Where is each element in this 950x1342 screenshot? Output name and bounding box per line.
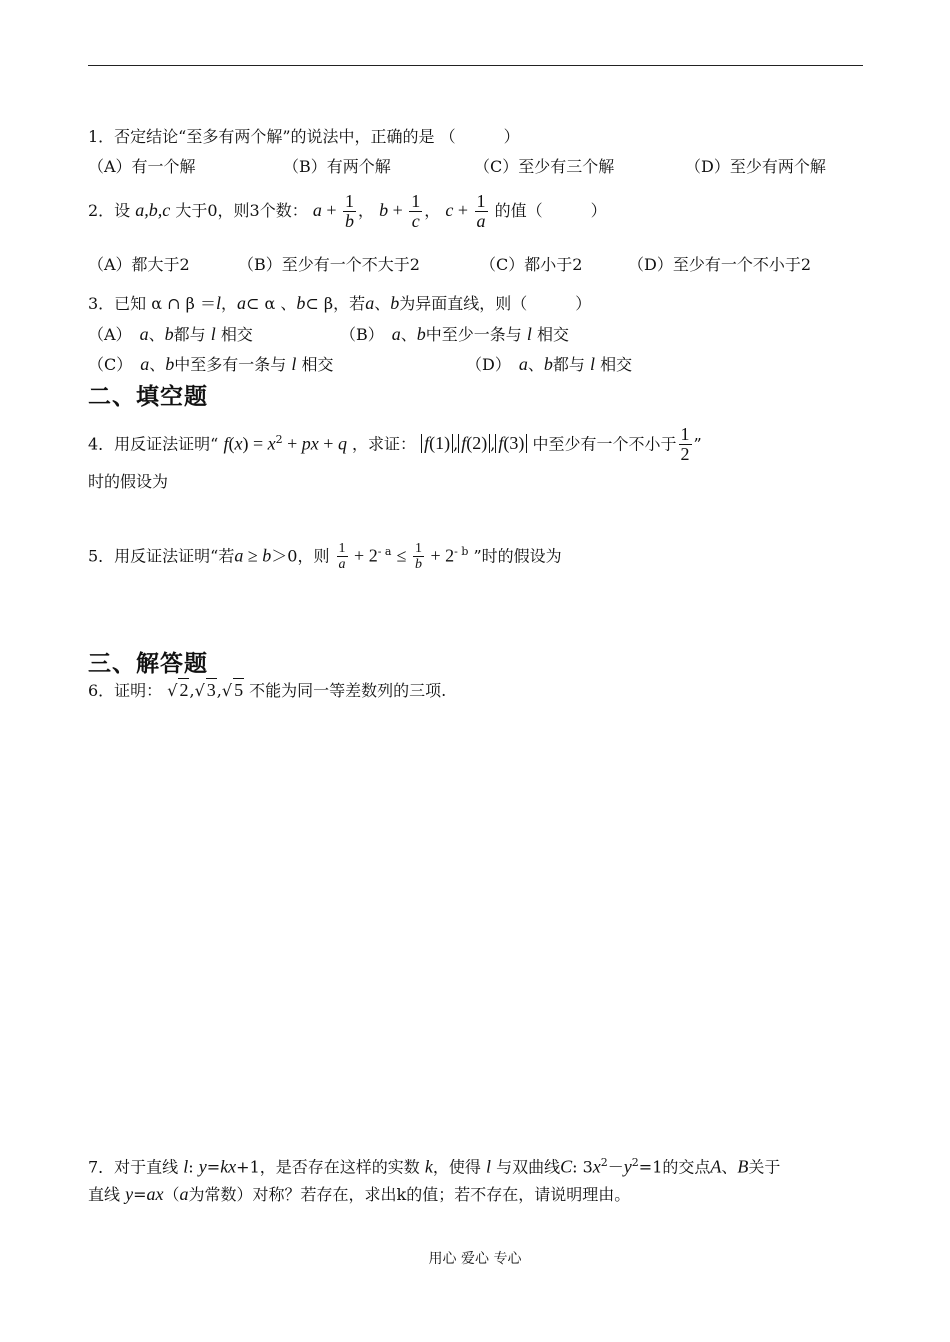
page-footer: 用心 爱心 专心 (428, 1251, 522, 1267)
question-4-stem: 4．用反证法证明“ $f(x) = x^2$ + px + q ，求证： f(1) , f(2) , f(3) 中至少有一个不小于 $\frac{1}{2}$ ” (88, 424, 702, 465)
header-rule (88, 65, 863, 66)
q3-option-a: （A） a、b都与 l 相交 (88, 324, 253, 344)
q1-option-c: （C）至少有三个解 (474, 157, 615, 176)
q2-option-d: （D）至少有一个不小于2 (628, 255, 812, 274)
fraction-one-half: $\frac{1}{2}$ (680, 424, 690, 465)
q1-option-a: （A）有一个解 (88, 157, 196, 176)
q2-option-b: （B）至少有一个不大于2 (238, 255, 420, 274)
section-heading-fill-in: 二、填空题 (88, 384, 208, 410)
question-6-stem: 6．证明： √ 2,√ 3,√ 5 不能为同一等差数列的三项. (88, 680, 447, 700)
q2-prefix: 2．设 (88, 201, 131, 220)
fraction-1-over-a: $\frac{1}{a}$ (476, 191, 486, 231)
question-5-stem: 5．用反证法证明“若a ≥ b＞0，则 $\frac{1}{a}$ + $2^{- a}$ ≤ $\frac{1}{b}$ + $2^{- b}$ ”时的假设为 (88, 541, 562, 573)
question-3-stem: 3．已知 α ∩ β ＝l，a⊂ α 、b⊂ β，若a、b为异面直线，则（ ） (88, 293, 592, 313)
q2-option-c: （C）都小于2 (480, 255, 583, 274)
q3-option-c: （C） a、b中至多有一条与 l 相交 (88, 354, 334, 374)
fraction-1-over-c: $\frac{1}{c}$ (411, 191, 421, 231)
question-2-stem: 2．设 a,b,c 大于0，则3个数： a + $\frac{1}{b}$ ， b + $\frac{1}{c}$ ， c + $\frac{1}{a}$ 的值（ ） (88, 191, 607, 231)
q2-mid: 大于0，则3个数： (175, 201, 308, 220)
fraction-1-over-a: $\frac{1}{a}$ (338, 541, 346, 573)
q1-option-d: （D）至少有两个解 (685, 157, 826, 176)
fraction-1-over-b: $\frac{1}{b}$ (414, 541, 422, 573)
q2-suffix: 的值（ ） (494, 201, 607, 220)
question-7-line2: 直线 y=ax（a为常数）对称？若存在，求出k的值；若不存在，请说明理由。 (88, 1184, 631, 1204)
fraction-1-over-b: $\frac{1}{b}$ (345, 191, 354, 231)
q3-option-d: （D） a、b都与 l 相交 (466, 354, 633, 374)
q1-option-b: （B）有两个解 (283, 157, 391, 176)
question-7-line1: 7．对于直线 l: y=kx+1，是否存在这样的实数 k，使得 l 与双曲线C: $3x^2-y^2=1$的交点A、B关于 (88, 1156, 781, 1177)
q2-vars: a,b,c (135, 200, 171, 220)
question-1-stem: 1．否定结论“至多有两个解”的说法中，正确的是 （ ） (88, 127, 520, 146)
question-4-line2: 时的假设为 (88, 472, 169, 491)
q2-option-a: （A）都大于2 (88, 255, 190, 274)
section-heading-answer: 三、解答题 (88, 651, 208, 677)
q3-option-b: （B） a、b中至少一条与 l 相交 (340, 324, 570, 344)
